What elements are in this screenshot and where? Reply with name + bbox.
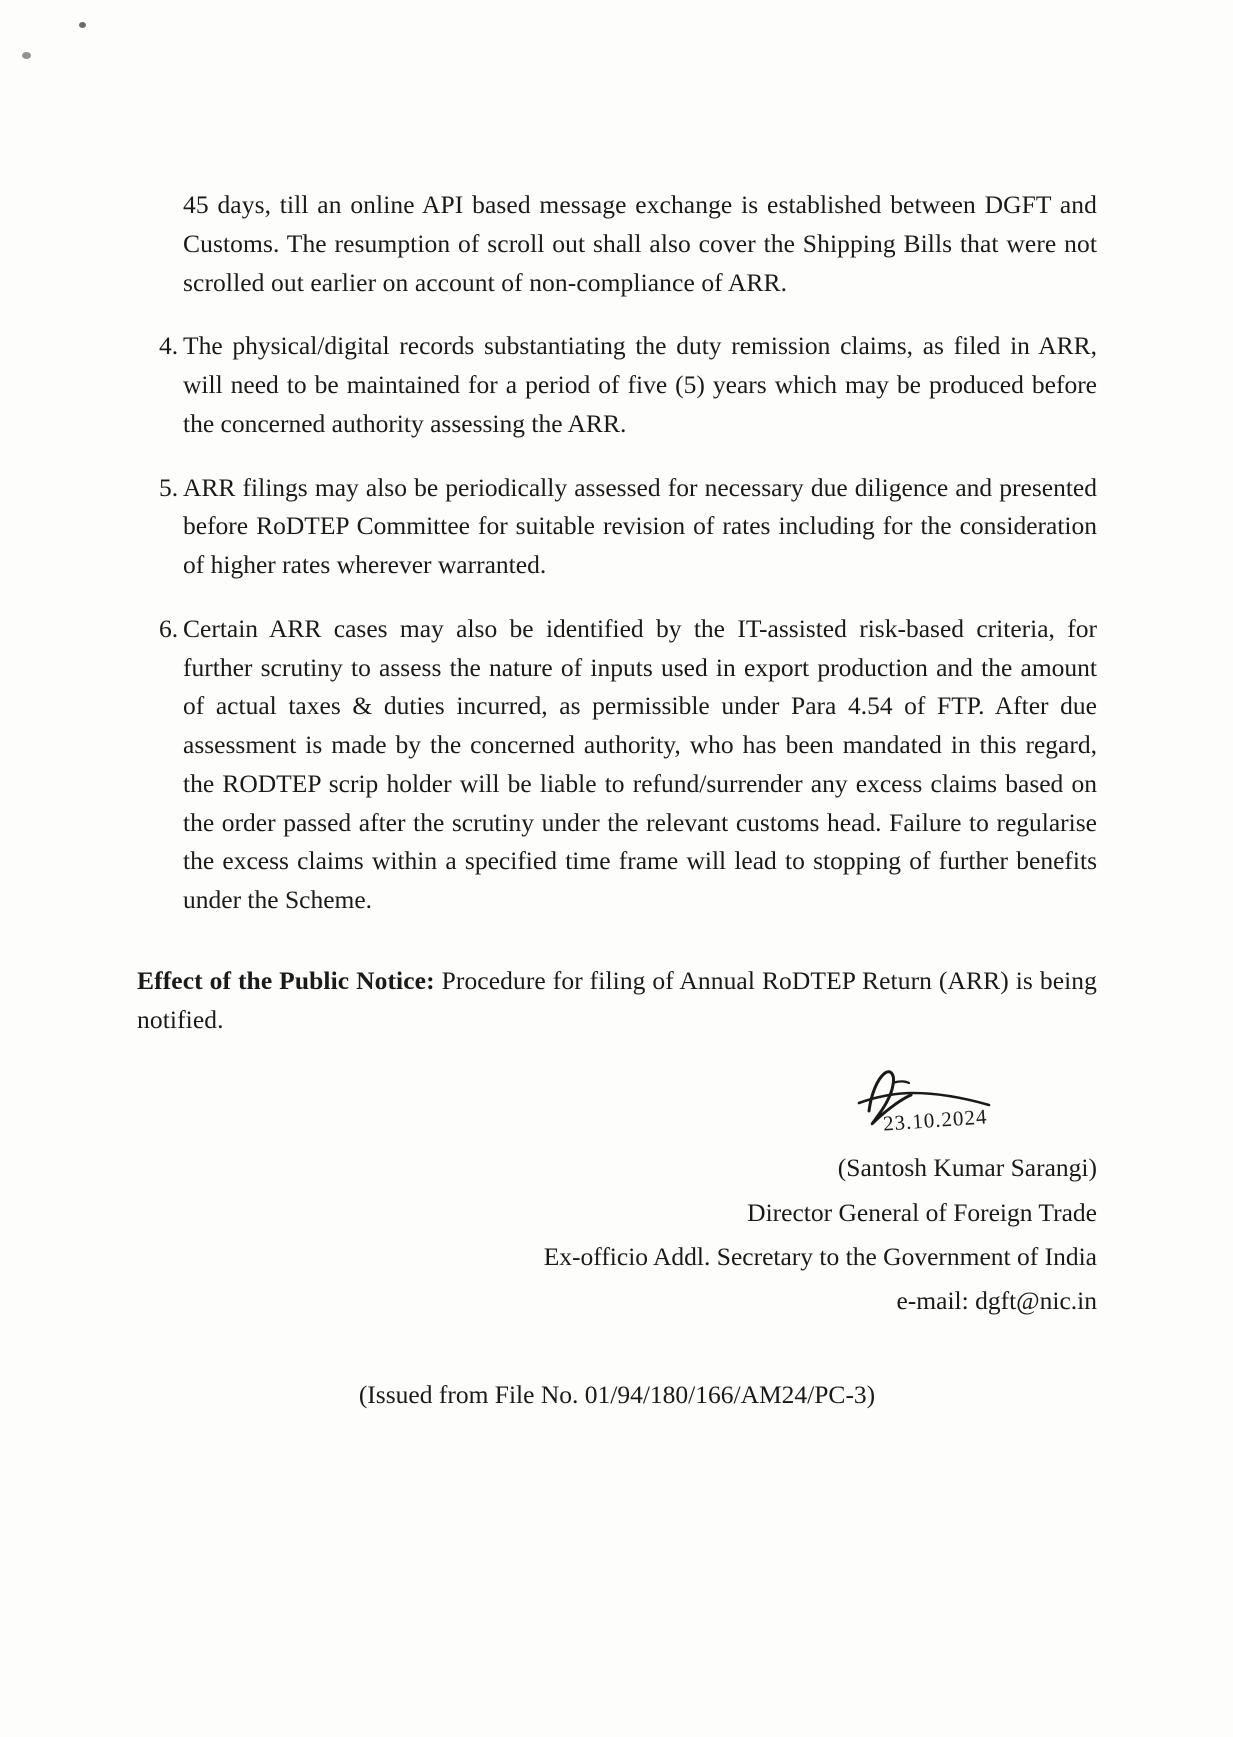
effect-paragraph <box>137 962 1097 1040</box>
clause-text: Certain ARR cases may also be identified by the IT-assisted risk-based criteria, for further scrutiny to assess the nature of inputs used in export production and the amount of actual taxes & duties incurred, as permissible under Para 4.54 of FTP. After due assessment is made by the concerned authority, who has been mandated in this regard, the RODTEP scrip holder will be liable to refund/surrender any excess claims based on the order passed after the scrutiny under the relevant customs head. Failure to regularise the excess claims within a specified time frame will lead to stopping of further benefits under the Scheme. <box>183 613 1097 914</box>
continuation-paragraph: 45 days, till an online API based message exchange is established between DGFT and Customs. The resumption of scroll out shall also cover the Shipping Bills that were not scrolled out earlier on account of non-compliance of ARR. <box>183 190 1097 297</box>
scan-speck-icon <box>79 22 86 28</box>
document-body <box>137 186 1097 1410</box>
handwritten-signature <box>137 1069 1097 1147</box>
signatory-name: (Santosh Kumar Sarangi) <box>837 1153 1097 1183</box>
signatory-designation: Director General of Foreign Trade <box>747 1197 1097 1227</box>
clause-text: ARR filings may also be periodically assessed for necessary due diligence and presented before RoDTEP Committee for suitable revision of rates including for the consideration of higher rates wherever warranted. <box>183 472 1097 579</box>
clause-text: The physical/digital records substantiating the duty remission claims, as filed in ARR, will need to be maintained for a period of five (5) years which may be produced before the concerned authority assessing the ARR. <box>183 331 1097 438</box>
clause-item <box>137 469 1097 585</box>
clause-item <box>137 610 1097 920</box>
clause-number: 5. <box>159 472 179 502</box>
effect-text: Procedure for filing of Annual RoDTEP Return (ARR) is being notified. <box>137 965 1097 1034</box>
scan-speck-icon <box>22 52 31 59</box>
signature-date: 23.10.2024 <box>881 1104 988 1136</box>
signatory-email: e-mail: dgft@nic.in <box>896 1286 1097 1315</box>
signatory-secondary-designation: Ex-officio Addl. Secretary to the Government of India <box>543 1241 1097 1271</box>
file-reference: (Issued from File No. 01/94/180/166/AM24/PC-3) <box>358 1380 876 1410</box>
clause-number: 4. <box>159 331 179 361</box>
clause-number: 6. <box>159 613 179 643</box>
signature-block <box>137 1069 1097 1320</box>
effect-label: Effect of the Public Notice: <box>137 965 435 995</box>
clause-item <box>137 327 1097 443</box>
